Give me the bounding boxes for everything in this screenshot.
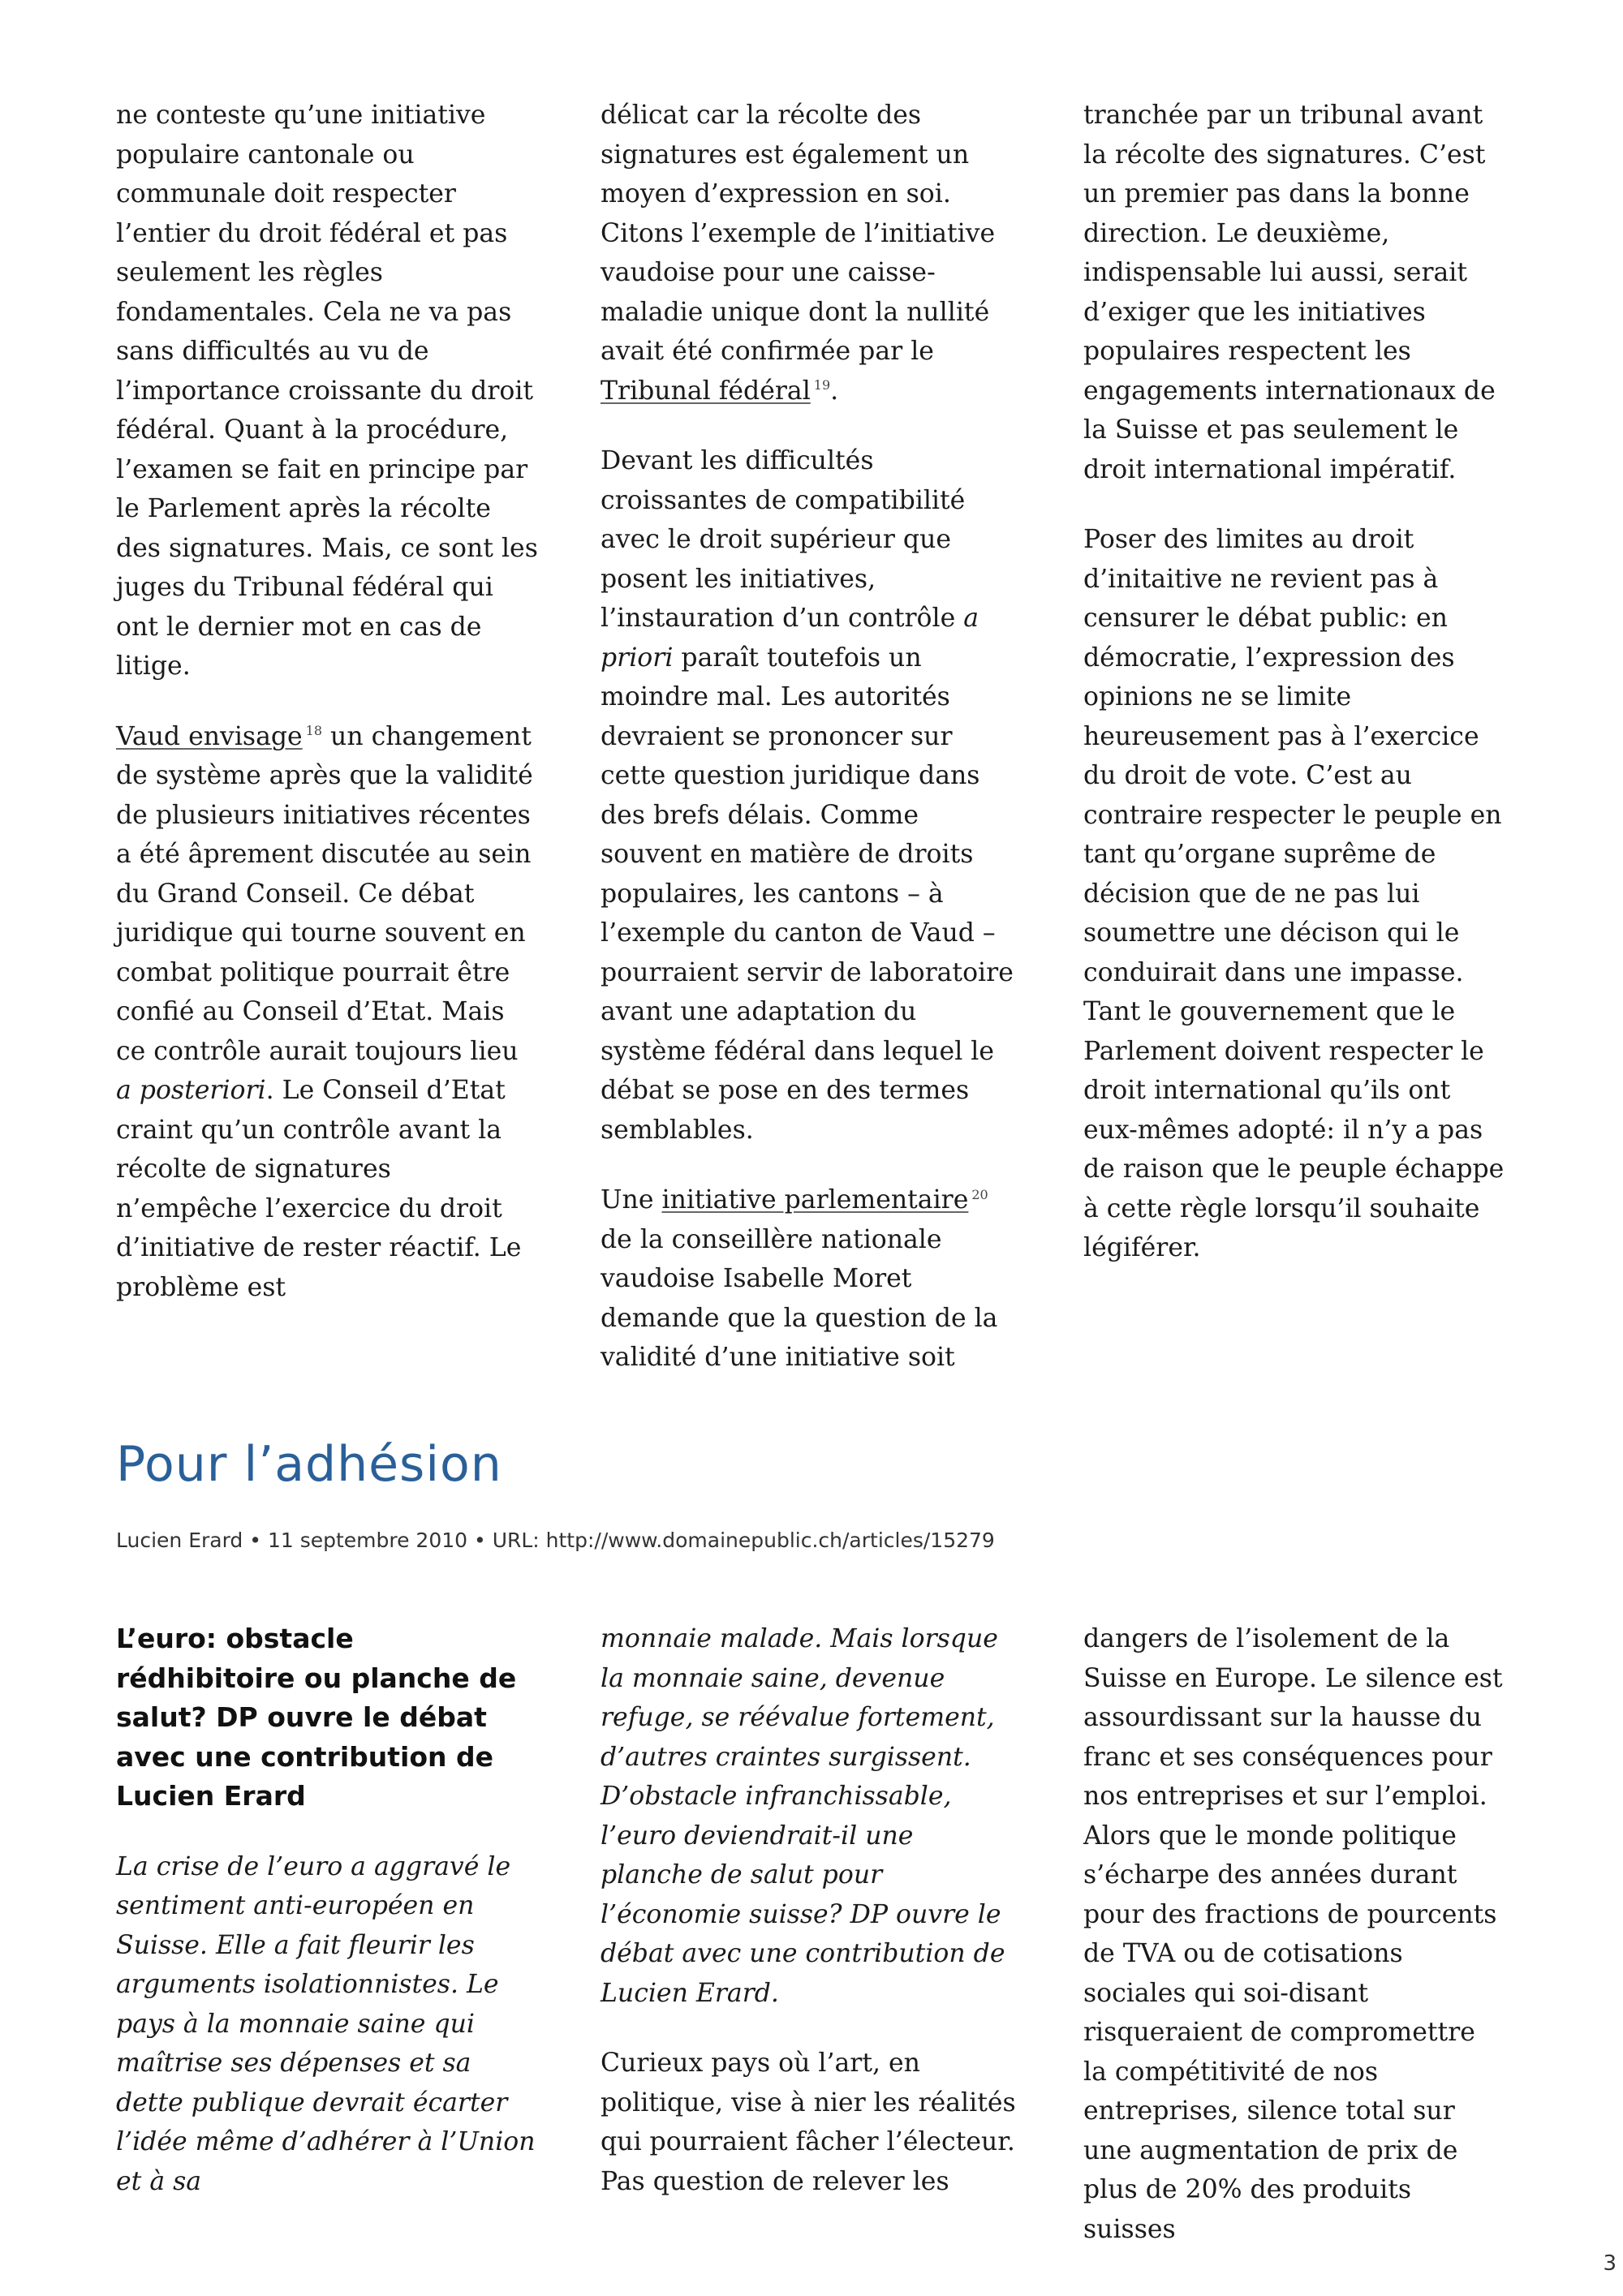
- article-intro: La crise de l’euro a aggravé le sentiment anti-européen en Suisse. Elle a fait fleurir les arguments isolationnistes. Le pays à la monnaie saine qui maîtrise ses dépenses et sa dette publique devrait écarter l’idée même d’adhérer à l’Union et à sa: [116, 1851, 536, 2196]
- article2-column-1: [116, 1619, 538, 2201]
- text-run: un changement de système après que la validité de plusieurs initiatives récentes a été âprement discutée au sein du Grand Conseil. Ce débat juridique qui tourne souvent en combat politique pourrait être confié au Conseil d’Etat. Mais ce contrôle aurait toujours lieu: [116, 721, 533, 1066]
- article1-column-2: [601, 96, 1022, 1378]
- article-lead: L’euro: obstacle rédhibitoire ou planche de salut? DP ouvre le débat avec une contribution de Lucien Erard: [116, 1623, 517, 1812]
- article1-column-3: [1083, 96, 1505, 1268]
- article2-column-3: [1083, 1619, 1505, 2249]
- link-tribunal-federal[interactable]: Tribunal fédéral: [601, 376, 811, 406]
- paragraph: dangers de l’isolement de la Suisse en Europe. Le silence est assourdissant sur la hausse du franc et ses conséquences pour nos entreprises et sur l’emploi. Alors que le monde politique s’écharpe des années durant pour des fractions de pourcents de TVA ou de cotisations sociales qui soi-disant risqueraient de compromettre la compétitivité de nos entreprises, silence total sur une augmentation de prix de plus de 20% des produits suisses: [1083, 1624, 1503, 2244]
- footnote-marker: 18: [305, 723, 323, 738]
- text-run: . Le Conseil d’Etat craint qu’un contrôle avant la récolte de signatures n’empêche l’exercice du droit d’initiative de rester réactif. Le problème est: [116, 1076, 522, 1302]
- text-run: paraît toutefois un moindre mal. Les autorités devraient se prononcer sur cette question juridique dans des brefs délais. Comme souvent en matière de droits populaires, les cantons – à l’exemple du canton de Vaud – pourraient servir de laboratoire avant une adaptation du système fédéral dans lequel le débat se pose en des termes semblables.: [601, 643, 1014, 1145]
- paragraph: ne conteste qu’une initiative populaire cantonale ou communale doit respecter l’entier du droit fédéral et pas seulement les règles fondamentales. Cela ne va pas sans difficultés au vu de l’importance croissante du droit fédéral. Quant à la procédure, l’examen se fait en principe par le Parlement après la récolte des signatures. Mais, ce sont les juges du Tribunal fédéral qui ont le dernier mot en cas de litige.: [116, 101, 538, 681]
- link-initiative-parlementaire[interactable]: initiative parlementaire: [661, 1185, 969, 1215]
- article-title: Pour l’adhésion: [116, 1436, 502, 1493]
- footnote-marker: 19: [813, 377, 831, 393]
- text-run: Devant les difficultés croissantes de compatibilité avec le droit supérieur que posent les initiatives, l’instauration d’un contrôle: [601, 446, 966, 633]
- text-run: .: [830, 376, 839, 406]
- paragraph: tranchée par un tribunal avant la récolte des signatures. C’est un premier pas dans la bonne direction. Le deuxième, indispensable lui aussi, serait d’exiger que les initiatives populaires respectent les engagements internationaux de la Suisse et pas seulement le droit international impératif.: [1083, 101, 1496, 484]
- footnote-marker: 20: [971, 1186, 988, 1202]
- page-number: 3: [1603, 2251, 1617, 2276]
- text-run: Une: [601, 1185, 662, 1215]
- paragraph: Curieux pays où l’art, en politique, vise à nier les réalités qui pourraient fâcher l’électeur. Pas question de relever les: [601, 2049, 1016, 2196]
- paragraph: [601, 96, 1022, 411]
- emphasis: a priori: [601, 604, 979, 673]
- text-run: délicat car la récolte des signatures est également un moyen d’expression en soi. Citons l’exemple de l’initiative vaudoise pour une caisse-maladie unique dont la nullité avait été confirmée par le: [601, 101, 996, 366]
- article-intro: monnaie malade. Mais lorsque la monnaie saine, devenue refuge, se réévalue fortement, d’autres craintes surgissent. D’obstacle infranchissable, l’euro deviendrait-il une planche de salut pour l’économie suisse? DP ouvre le débat avec une contribution de Lucien Erard.: [601, 1624, 1005, 2008]
- article-meta: Lucien Erard • 11 septembre 2010 • URL: http://www.domainepublic.ch/articles/15279: [116, 1529, 995, 1552]
- emphasis: a posteriori: [116, 1076, 266, 1105]
- paragraph: Poser des limites au droit d’initaitive ne revient pas à censurer le débat public: en démocratie, l’expression des opinions ne se limite heureusement pas à l’exercice du droit de vote. C’est au contraire respecter le peuple en tant qu’organe suprême de décision que de ne pas lui soumettre une décison qui le conduirait dans une impasse. Tant le gouvernement que le Parlement doivent respecter le droit international qu’ils ont eux-mêmes adopté: il n’y a pas de raison que le peuple échappe à cette règle lorsqu’il souhaite légiférer.: [1083, 525, 1505, 1262]
- paragraph: [601, 441, 1022, 1150]
- article2-column-2: [601, 1619, 1022, 2201]
- text-run: de la conseillère nationale vaudoise Isabelle Moret demande que la question de la validité d’une initiative soit: [601, 1224, 998, 1372]
- article1-column-1: [116, 96, 538, 1307]
- link-vaud-envisage[interactable]: Vaud envisage: [116, 721, 303, 751]
- paragraph: [601, 1180, 1022, 1378]
- paragraph: [116, 717, 538, 1308]
